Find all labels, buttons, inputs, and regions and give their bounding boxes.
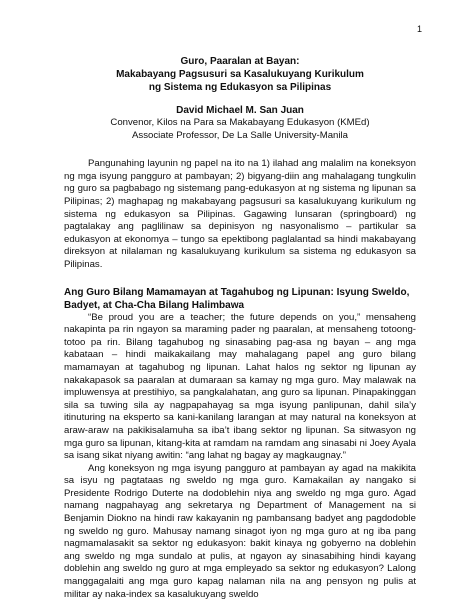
author-role-1: Convenor, Kilos na Para sa Makabayang Edukasyon (KMEd) xyxy=(110,117,370,129)
title-line-2: Makabayang Pagsusuri sa Kasalukuyang Kurikulum xyxy=(116,69,364,80)
body-paragraph-2: Ang koneksyon ng mga isyung pangguro at pambayan ay agad na makikita sa isyu ng pagtataas ng sweldo ng mga guro. Kamakailan ay nangako si Presidente Rodrigo Duterte na dodoblehin niya ang sweldo ng mga guro. Agad namang nagpahayag ang sekretarya ng Department of Management na si Benjamin Diokno na hindi raw kakayanin ng pambansang badyet ang pagdodoble ng sweldo ng guro. Mahusay namang sinagot iyon ng mga guro at ng iba pang nagmamalasakit sa sektor ng edukasyon: bakit kinaya ng gobyerno na doblehin ang sweldo ng mga sundalo at pulis, at ngayon ay sinasabihing hindi kayang doblehin ang sweldo ng guro at mga empleyado sa sektor ng edukasyon? Lalong manggagalaiti ang mga guro kapag nalaman nila na ang pensyon ng pulis at militar ay naka-index sa kasalukuyang sweldo xyxy=(64,462,416,600)
body-paragraph-1: “Be proud you are a teacher; the future depends on you,” mensaheng nakapinta pa rin ngayon sa maraming pader ng paaralan, at mensaheng totoong-totoo pa rin. Bilang tagahubog ng sinasabing pag-asa ng bayan – ang mga kabataan – hindi maikakailang may mahalagang papel ang guro bilang mamamayan at tagahubog ng lipunan. Lahat halos ng sektor ng lipunan ay nakakapasok sa paaralan at dumaraan sa kamay ng mga guro. May malawak na impluwensya at prestihiyo, sa pangkalahatan, ang guro sa lipunan. Pinapakinggan sila sa tuwing sila ay nagpapahayag sa mga isyung panlipunan, dahil sila’y itinuturing na eksperto sa kani-kanilang larangan at may natural na koneksyon at araw-araw na pakikisalamuha sa iba’t ibang sektor ng lipunan. Sa sitwasyon ng mga guro sa lipunan, kitang-kita at ramdam na ramdam ang sinasabi ni Joey Ayala sa isang sikat niyang awitin: “ang lahat ng bagay ay magkaugnay.” xyxy=(64,311,416,462)
author-role-2: Associate Professor, De La Salle University-Manila xyxy=(132,129,348,141)
title-line-1: Guro, Paaralan at Bayan: xyxy=(180,56,300,67)
author-name: David Michael M. San Juan xyxy=(176,105,304,116)
abstract-paragraph: Pangunahing layunin ng papel na ito na 1) ilahad ang malalim na koneksyon ng mga isyung pangguro at pambayan; 2) bigyang-diin ang mahalagang tungkulin ng guro sa pagbabago ng sistemang pang-edukasyon at ng sistema ng lipunan sa Pilipinas; 2) maghapag ng makabayang pagsusuri sa kasalukuyang kurikulum ng sistema ng edukasyon sa Pilipinas. Gagawing lunsaran (springboard) ng pagtalakay ang paglilinaw sa depinisyon ng nasyonalismo – partikular sa edukasyon at ekonomya – tungo sa epektibong paglalantad sa hindi makabayang direksyon at nilalaman ng kasalukuyang kurikulum sa sistema ng edukasyon sa Pilipinas. xyxy=(64,158,416,270)
section-heading: Ang Guro Bilang Mamamayan at Tagahubog ng Lipunan: Isyung Sweldo, Badyet, at Cha-Cha Bilang Halimbawa xyxy=(64,286,410,311)
author-block xyxy=(64,105,416,142)
title-line-3: ng Sistema ng Edukasyon sa Pilipinas xyxy=(148,82,332,93)
paper-title xyxy=(64,55,416,94)
paper-body xyxy=(64,55,416,601)
page-number: 1 xyxy=(416,24,422,34)
